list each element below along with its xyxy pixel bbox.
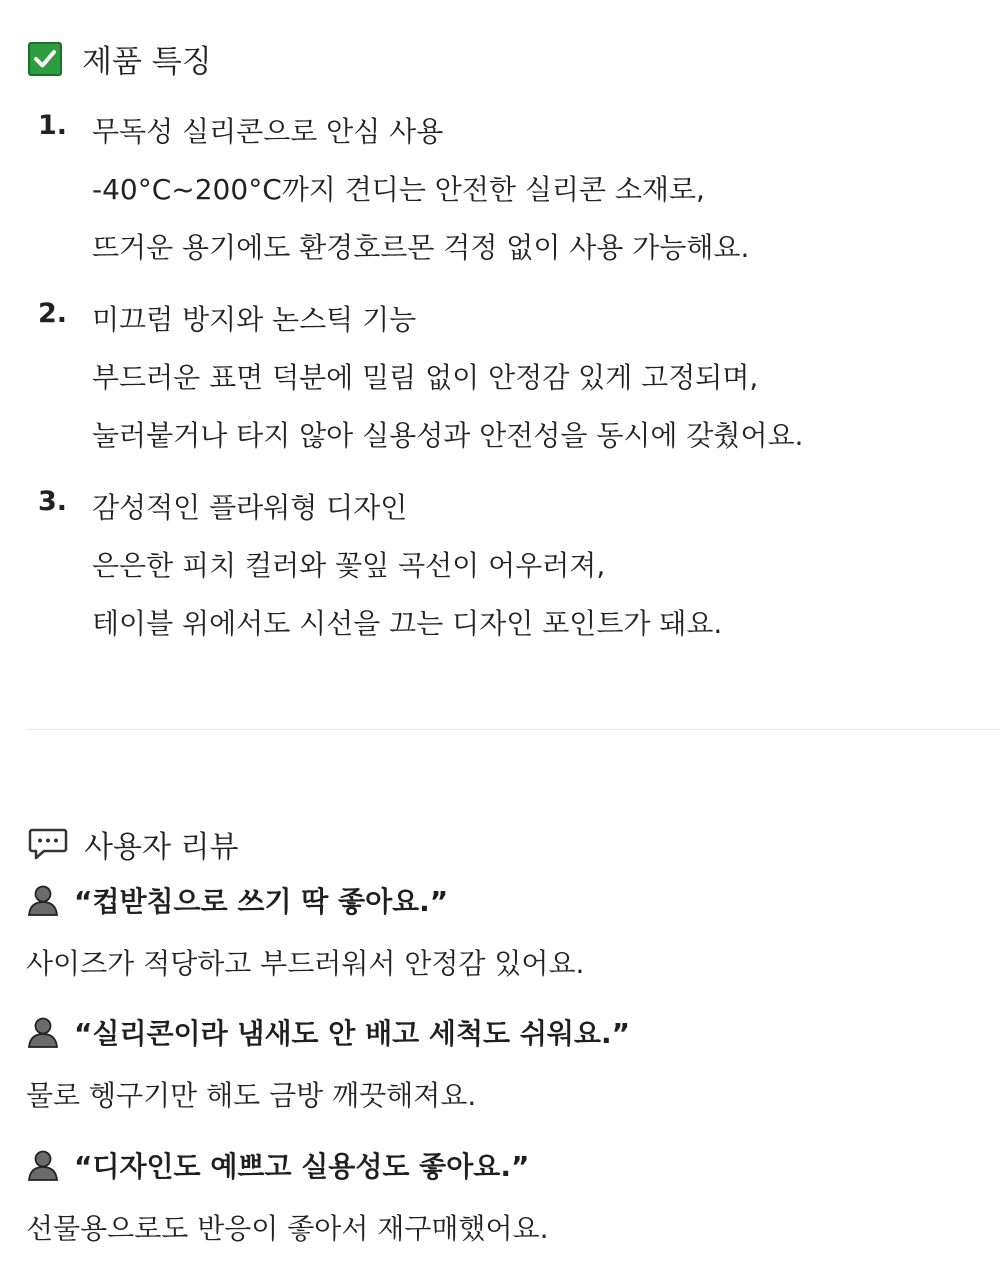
section-divider — [26, 729, 1000, 730]
review-body: 물로 헹구기만 해도 금방 깨끗해져요. — [26, 1079, 477, 1112]
feature-number: 3. — [38, 486, 68, 517]
feature-number: 2. — [38, 298, 68, 329]
review-item-3 — [26, 1145, 986, 1247]
review-quote: “디자인도 예쁘고 실용성도 좋아요.” — [74, 1150, 530, 1183]
feature-line: 뜨거운 용기에도 환경호르몬 걱정 없이 사용 가능해요. — [92, 231, 750, 264]
person-silhouette-icon — [26, 1148, 60, 1182]
feature-title: 미끄럼 방지와 논스틱 기능 — [92, 303, 417, 336]
person-silhouette-icon — [26, 883, 60, 917]
review-quote: “컵받침으로 쓰기 딱 좋아요.” — [74, 885, 449, 918]
reviews-heading-text: 사용자 리뷰 — [84, 830, 239, 865]
feature-line: 테이블 위에서도 시선을 끄는 디자인 포인트가 돼요. — [92, 607, 723, 640]
feature-line: 부드러운 표면 덕분에 밀림 없이 안정감 있게 고정되며, — [92, 361, 759, 394]
feature-line: 눌러붙거나 타지 않아 실용성과 안전성을 동시에 갖췄어요. — [92, 419, 804, 452]
feature-number: 1. — [38, 110, 68, 141]
review-quote: “실리콘이라 냄새도 안 배고 세척도 쉬워요.” — [74, 1017, 630, 1050]
feature-title: 감성적인 플라워형 디자인 — [92, 491, 408, 524]
review-quote-row — [26, 1012, 986, 1052]
feature-line: -40°C~200°C까지 견디는 안전한 실리콘 소재로, — [92, 173, 705, 206]
review-body: 사이즈가 적당하고 부드러워서 안정감 있어요. — [26, 947, 585, 980]
review-item-1 — [26, 880, 986, 982]
feature-title: 무독성 실리콘으로 안심 사용 — [92, 115, 444, 148]
features-heading-text: 제품 특징 — [82, 44, 212, 80]
speech-bubble-icon — [28, 827, 68, 861]
feature-line: 은은한 피치 컬러와 꽃잎 곡선이 어우러져, — [92, 549, 606, 582]
features-heading — [28, 36, 212, 81]
review-body: 선물용으로도 반응이 좋아서 재구매했어요. — [26, 1212, 549, 1245]
reviews-heading — [28, 822, 238, 866]
review-quote-row — [26, 880, 986, 920]
person-silhouette-icon — [26, 1015, 60, 1049]
review-item-2 — [26, 1012, 986, 1114]
check-mark-icon — [28, 42, 62, 76]
review-quote-row — [26, 1145, 986, 1185]
